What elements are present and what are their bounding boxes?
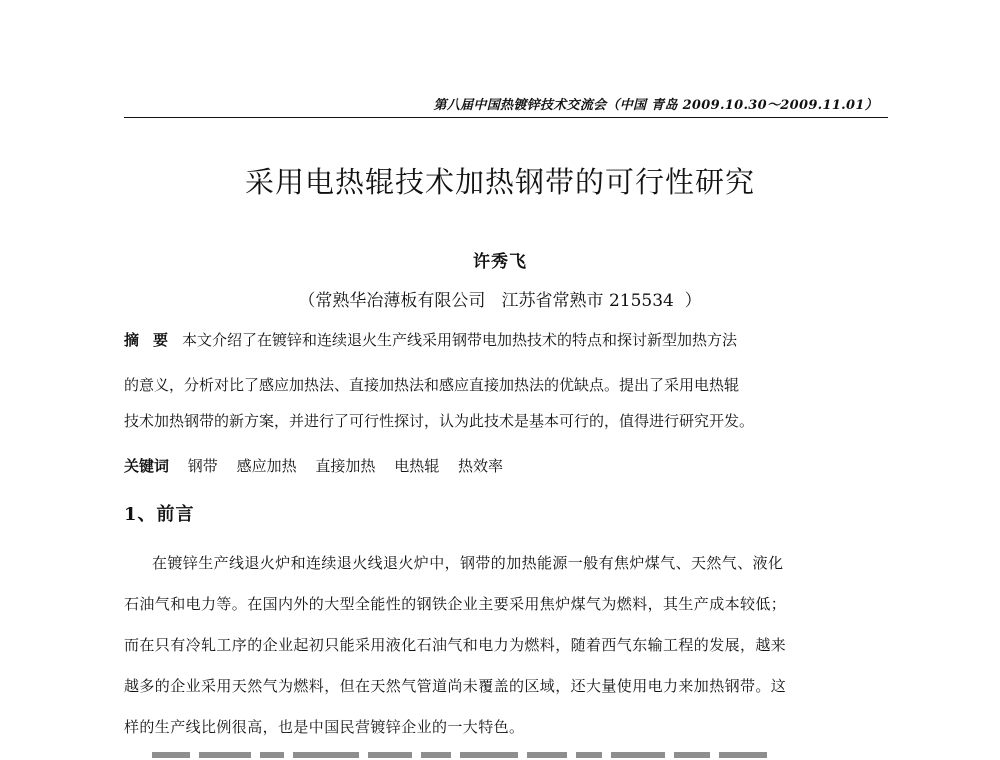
cut-off-text-line <box>152 752 792 760</box>
keyword-item: 电热辊 <box>394 457 440 475</box>
abstract-text: 本文介绍了在镀锌和连续退火生产线采用钢带电加热技术的特点和探讨新型加热方法 <box>182 331 738 349</box>
paper-title: 采用电热辊技术加热钢带的可行性研究 <box>244 165 755 199</box>
author-name: 许秀飞 <box>473 252 527 272</box>
section-heading: 1、前言 <box>124 504 195 525</box>
keywords-line <box>124 455 517 476</box>
keyword-item: 直接加热 <box>315 457 376 475</box>
body-line: 越多的企业采用天然气为燃料，但在天然气管道尚未覆盖的区域，还大量使用电力来加热钢带。这 <box>124 677 787 695</box>
body-line: 样的生产线比例很高，也是中国民营镀锌企业的一大特色。 <box>124 718 525 736</box>
keyword-item: 感应加热 <box>236 457 297 475</box>
abstract-line <box>124 329 737 350</box>
keyword-item: 钢带 <box>187 457 218 475</box>
body-line: 在镀锌生产线退火炉和连续退火线退火炉中，钢带的加热能源一般有焦炉煤气、天然气、液化 <box>152 554 784 572</box>
keyword-item: 热效率 <box>457 457 503 475</box>
keywords-label: 关键词 <box>124 457 170 475</box>
abstract-line: 的意义，分析对比了感应加热法、直接加热法和感应直接加热法的优缺点。提出了采用电热辊 <box>124 376 740 394</box>
author-affiliation: （常熟华冶薄板有限公司 江苏省常熟市 215534 ） <box>298 291 702 311</box>
abstract-label: 摘要 <box>124 331 183 349</box>
body-line: 石油气和电力等。在国内外的大型全能性的钢铁企业主要采用焦炉煤气为燃料，其生产成本较低； <box>124 595 787 613</box>
body-line: 而在只有冷轧工序的企业起初只能采用液化石油气和电力为燃料，随着西气东输工程的发展，越来 <box>124 636 787 654</box>
header-rule <box>124 117 888 118</box>
abstract-line: 技术加热钢带的新方案，并进行了可行性探讨，认为此技术是基本可行的，值得进行研究开发。 <box>124 412 755 430</box>
running-head: 第八届中国热镀锌技术交流会（中国 青岛 2009.10.30～2009.11.01） <box>433 98 878 113</box>
